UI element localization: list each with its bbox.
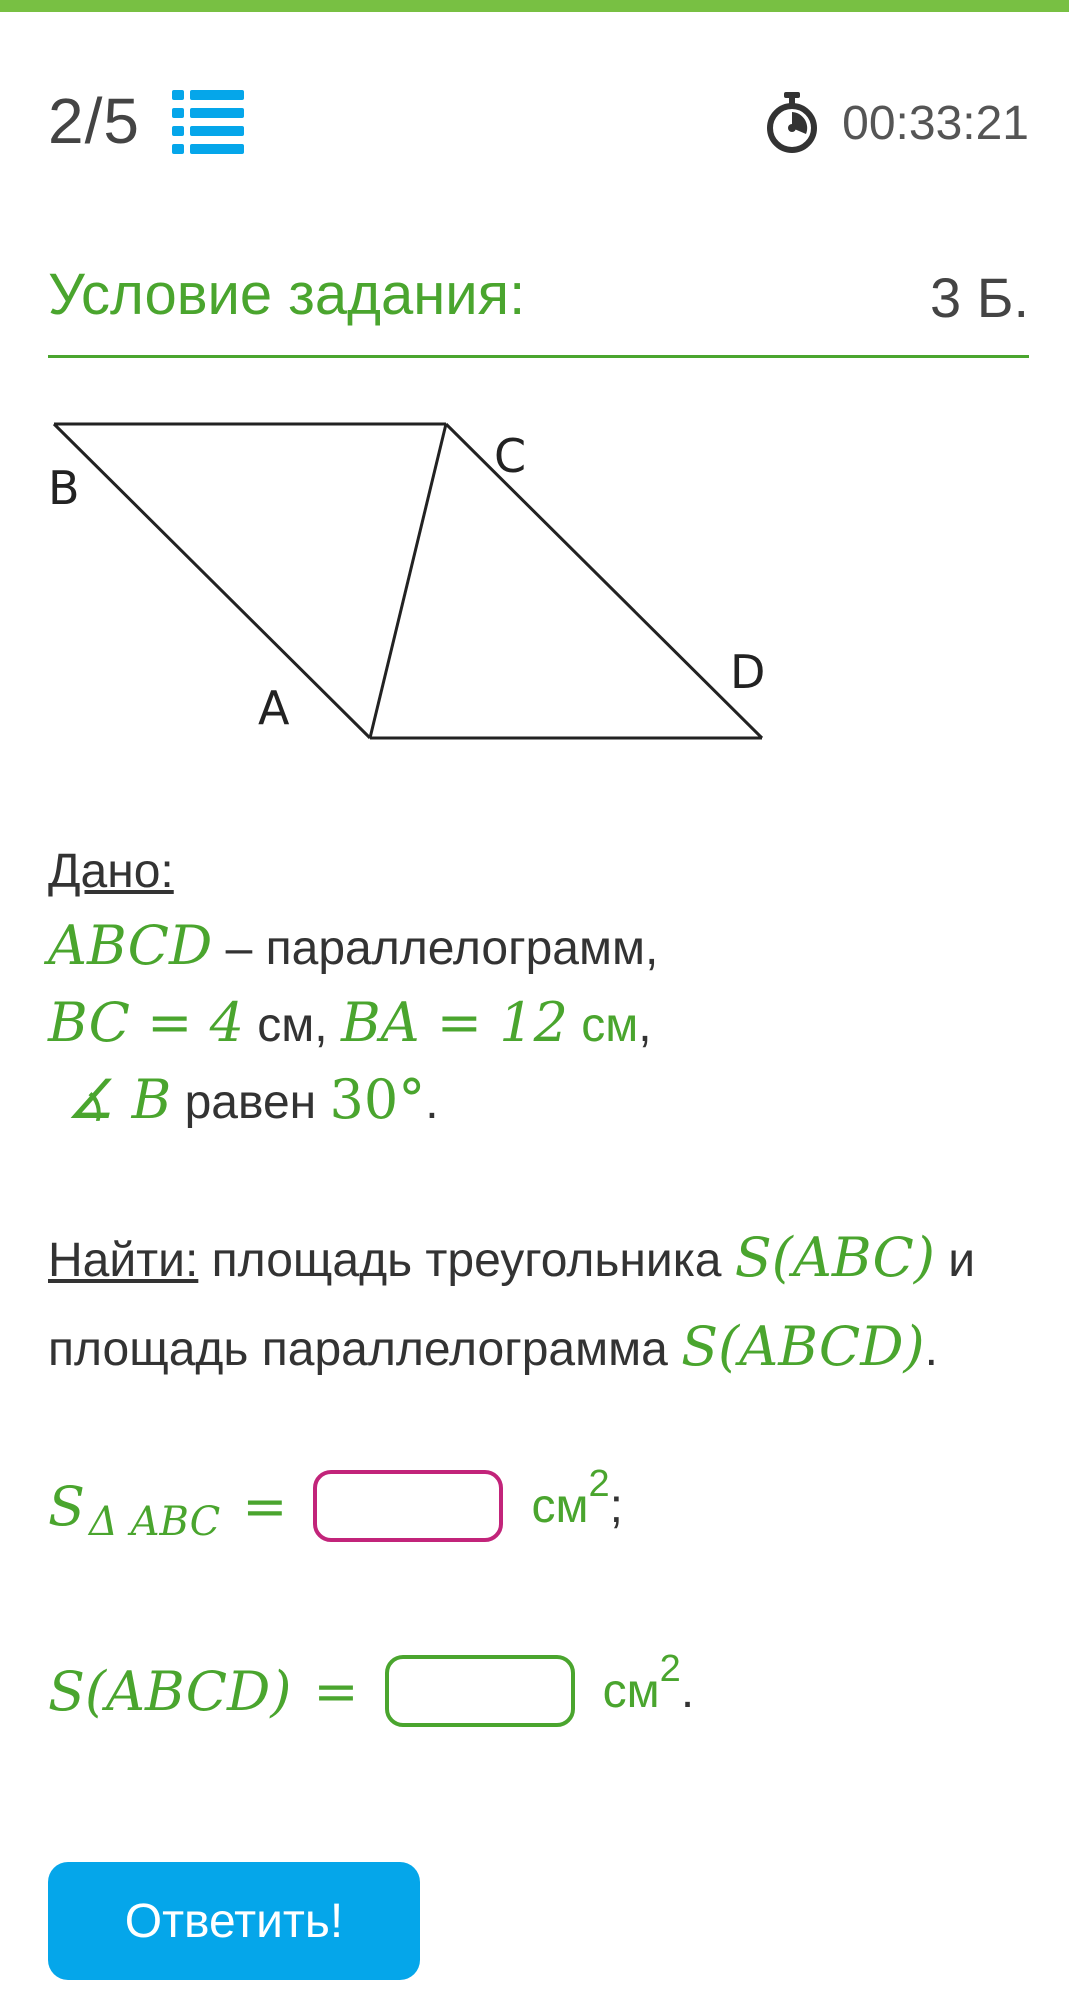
- given-figure-text: – параллелограмм,: [212, 922, 659, 975]
- given-bc-unit: см,: [243, 999, 341, 1052]
- answer-parallelogram-end: .: [680, 1664, 695, 1718]
- find-section: [48, 1215, 1028, 1393]
- timer-value: 00:33:21: [842, 96, 1029, 150]
- task-title: Условие задания:: [48, 262, 526, 327]
- find-end: .: [924, 1323, 938, 1376]
- find-triangle-area: S(ABC): [734, 1226, 935, 1289]
- answer-parallelogram-equals: =: [313, 1659, 359, 1723]
- given-angle-text: равен: [171, 1076, 330, 1129]
- given-ba-unit: см: [567, 999, 639, 1052]
- vertex-label-d: D: [730, 645, 766, 699]
- parallelogram-area-input[interactable]: [385, 1655, 575, 1727]
- triangle-area-input[interactable]: [313, 1470, 503, 1542]
- answer-row-parallelogram: [48, 1647, 695, 1727]
- answer-triangle-unit-exp: 2: [588, 1462, 610, 1505]
- list-icon[interactable]: [172, 88, 244, 154]
- task-header: [48, 255, 1029, 358]
- given-angle: ∡ B: [66, 1068, 172, 1131]
- answer-triangle-end: ;: [609, 1479, 623, 1533]
- given-section: [48, 835, 1028, 1140]
- find-label: Найти:: [48, 1234, 199, 1287]
- given-bc: BC = 4: [48, 991, 244, 1054]
- answer-triangle-subscript: Δ ABC: [89, 1499, 221, 1545]
- timer: [762, 92, 1029, 154]
- vertex-label-a: A: [258, 681, 290, 735]
- find-text-1: площадь треугольника: [198, 1234, 735, 1287]
- answer-parallelogram-unit-exp: 2: [659, 1647, 681, 1690]
- question-counter: 2/5: [48, 85, 140, 157]
- header: [48, 80, 1029, 160]
- submit-answer-button[interactable]: Ответить!: [48, 1862, 420, 1980]
- diagonal-ac: [370, 424, 446, 738]
- answer-parallelogram-unit-text: см: [602, 1664, 660, 1718]
- parallelogram-figure: [48, 410, 788, 750]
- side-ba: [54, 424, 370, 738]
- given-line2-end: ,: [638, 999, 652, 1052]
- vertex-label-b: B: [48, 461, 80, 515]
- stopwatch-icon: [762, 92, 822, 154]
- answer-triangle-unit: [531, 1462, 623, 1534]
- answer-row-triangle: [48, 1462, 623, 1545]
- given-figure-name: ABCD: [48, 914, 213, 977]
- find-parallelogram-area: S(ABCD): [681, 1315, 925, 1378]
- answer-parallelogram-unit: [602, 1647, 695, 1719]
- answer-triangle-equals: =: [242, 1474, 288, 1538]
- task-points: 3 Б.: [929, 266, 1029, 329]
- given-ba: BA = 12: [340, 991, 568, 1054]
- given-label: Дано:: [48, 845, 174, 898]
- answer-triangle-unit-text: см: [531, 1479, 589, 1533]
- top-accent-bar: [0, 0, 1069, 12]
- vertex-label-c: C: [494, 429, 527, 483]
- answer-triangle-lhs: S: [48, 1474, 85, 1538]
- find-text-2: и площадь параллелограмма: [48, 1234, 976, 1376]
- given-line3-end: .: [425, 1076, 439, 1129]
- answer-parallelogram-lhs: S(ABCD): [48, 1659, 292, 1723]
- given-angle-value: 30°: [329, 1068, 426, 1131]
